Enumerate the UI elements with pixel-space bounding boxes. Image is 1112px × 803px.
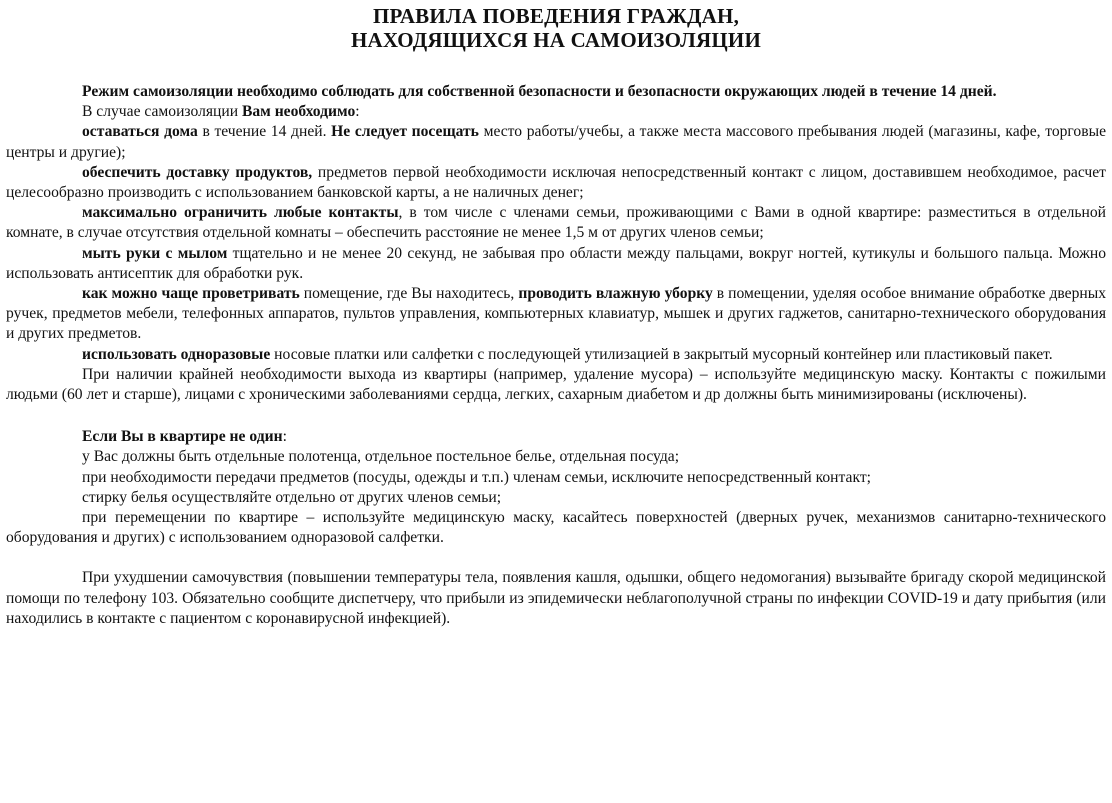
need-tail: : xyxy=(355,103,360,121)
title-line-1: ПРАВИЛА ПОВЕДЕНИЯ ГРАЖДАН, xyxy=(372,4,740,28)
rule-wash-hands xyxy=(6,244,1106,284)
not-alone-item: при необходимости передачи предметов (посуды, одежды и т.п.) членам семьи, исключите непосредственный контакт; xyxy=(82,468,871,486)
rule-bold: использовать одноразовые xyxy=(82,345,271,363)
title-line-2: НАХОДЯЩИХСЯ НА САМОИЗОЛЯЦИИ xyxy=(351,28,761,52)
not-alone-item: стирку белья осуществляйте отдельно от других членов семьи; xyxy=(82,488,502,506)
rule-text: носовые платки или салфетки с последующей утилизацией в закрытый мусорный контейнер или пластиковый пакет. xyxy=(270,345,1053,363)
not-alone-item: при перемещении по квартире – используйте медицинскую маску, касайтесь поверхностей (дверных ручек, механизмов санитарно-технического оборудования и других) с использованием одноразовой салфетки. xyxy=(6,509,1106,547)
need-bold: Вам необходимо xyxy=(241,103,356,121)
rule-bold: оставаться дома xyxy=(82,123,198,141)
rule-delivery xyxy=(6,163,1106,203)
rule-disposable xyxy=(6,345,1106,365)
rule-ventilate xyxy=(6,284,1106,345)
rule-text: место работы/учебы, а также места массового пребывания людей (магазины, кафе, торговые центры и другие); xyxy=(6,123,1106,161)
need-paragraph xyxy=(6,102,1106,122)
rule-bold: как можно чаще проветривать xyxy=(82,285,300,303)
rule-stay-home xyxy=(6,122,1106,162)
rule-text: помещение, где Вы находитесь, xyxy=(299,285,519,303)
not-alone-item: у Вас должны быть отдельные полотенца, отдельное постельное белье, отдельная посуда; xyxy=(82,448,680,466)
intro-paragraph: Режим самоизоляции необходимо соблюдать для собственной безопасности и безопасности окружающих людей в течение 14 дней. xyxy=(82,83,997,100)
rule-bold: мыть руки с мылом xyxy=(82,244,228,262)
not-alone-heading-tail: : xyxy=(282,428,287,446)
rule-text: в течение 14 дней. xyxy=(197,123,332,141)
rule-bold: Не следует посещать xyxy=(331,123,479,141)
document xyxy=(6,4,1106,629)
rule-text: тщательно и не менее 20 секунд, не забывая про области между пальцами, вокруг ногтей, кутикулы и большого пальца. Можно использовать антисептик для обработки рук. xyxy=(6,244,1106,282)
rule-bold: обеспечить доставку продуктов, xyxy=(82,163,313,181)
rule-text: , в том числе с членами семьи, проживающими с Вами в одной квартире: разместиться в отдельной комнате, в случае отсутствия отдельной комнаты – обеспечить расстояние не менее 1,5 м от других членов семьи; xyxy=(6,204,1106,242)
document-body xyxy=(6,82,1106,629)
rule-bold: максимально ограничить любые контакты xyxy=(82,204,399,222)
not-alone-heading-bold: Если Вы в квартире не один xyxy=(82,428,283,446)
document-title xyxy=(6,4,1106,52)
not-alone-heading xyxy=(6,427,1106,447)
mask-paragraph: При наличии крайней необходимости выхода из квартиры (например, удаление мусора) – используйте медицинскую маску. Контакты с пожилыми людьми (60 лет и старше), лицами с хроническими заболеваниями сердца, легких, сахарным диабетом и др должны быть минимизированы (исключены). xyxy=(6,365,1106,404)
rule-text: предметов первой необходимости исключая непосредственный контакт с лицом, доставившем необходимое, расчет целесообразно производить с использованием банковской карты, а не наличных денег; xyxy=(6,163,1107,202)
need-text: В случае самоизоляции xyxy=(82,103,242,121)
final-paragraph: При ухудшении самочувствия (повышении температуры тела, появления кашля, одышки, общего недомогания) вызывайте бригаду скорой медицинской помощи по телефону 103. Обязательно сообщите диспетчеру, что прибыли из эпидемически неблагополучной страны по инфекции COVID-19 и дату прибытия (или находились в контакте с пациентом с коронавирусной инфекцией). xyxy=(6,569,1106,627)
rule-bold: проводить влажную уборку xyxy=(518,285,713,303)
rule-limit-contacts xyxy=(6,203,1106,243)
rule-text: в помещении, уделяя особое внимание обработке дверных ручек, предметов мебели, телефонных аппаратов, пультов управления, компьютерных клавиатур, мышек и других гаджетов, санитарно-технического оборудования и других предметов. xyxy=(6,285,1106,343)
